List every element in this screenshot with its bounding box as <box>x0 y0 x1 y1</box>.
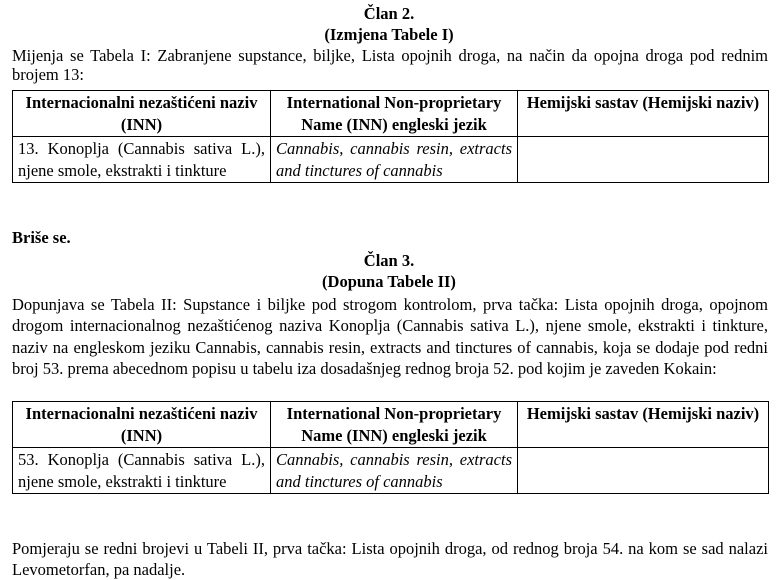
article-2-title: Član 2. <box>363 4 415 23</box>
header-inn: Internacionalni nezaštićeni naziv (INN) <box>13 91 271 137</box>
table-row <box>13 137 769 183</box>
closing-paragraph: Pomjeraju se redni brojevi u Tabeli II, prva tačka: Lista opojnih droga, od rednog broja 54. na kom se sad nalazi Levometorfan, pa nadalje. <box>12 539 768 579</box>
cell-english: Cannabis, cannabis resin, extracts and tinctures of cannabis <box>271 448 518 494</box>
table-1-header-row <box>13 91 769 137</box>
cell-chemical <box>518 448 769 494</box>
table-2-header-row <box>13 402 769 448</box>
cell-english: Cannabis, cannabis resin, extracts and tinctures of cannabis <box>271 137 518 183</box>
article-2-intro: Mijenja se Tabela I: Zabranjene supstance, biljke, Lista opojnih droga, na način da opojna droga pod rednim brojem 13: <box>12 46 768 84</box>
article-2-subtitle: (Izmjena Tabele I) <box>324 25 454 44</box>
cell-inn: 13. Konoplja (Cannabis sativa L.), njene smole, ekstrakti i tinkture <box>13 137 271 183</box>
cell-chemical <box>518 137 769 183</box>
header-chemical: Hemijski sastav (Hemijski naziv) <box>518 91 769 137</box>
table-2 <box>12 401 769 494</box>
cell-inn: 53. Konoplja (Cannabis sativa L.), njene smole, ekstrakti i tinkture <box>13 448 271 494</box>
article-3-title: Član 3. <box>363 251 415 270</box>
header-inn: Internacionalni nezaštićeni naziv (INN) <box>13 402 271 448</box>
header-chemical: Hemijski sastav (Hemijski naziv) <box>518 402 769 448</box>
article-3-subtitle: (Dopuna Tabele II) <box>322 272 456 291</box>
deleted-note: Briše se. <box>12 228 71 247</box>
header-english: International Non-proprietary Name (INN) engleski jezik <box>271 402 518 448</box>
table-row <box>13 448 769 494</box>
table-1 <box>12 90 769 183</box>
article-3-intro: Dopunjava se Tabela II: Supstance i biljke pod strogom kontrolom, prva tačka: Lista opojnih droga, opojnom drogom internacionalnog nezaštićenog naziva Konoplja (Cannabis sativa L.), njene smole, ekstrakti i tinkture, naziv na engleskom jeziku Cannabis, cannabis resin, extracts and tinctures of cannabis, koja se dodaje pod redni broj 53. prema abecednom popisu u tabelu iza dosadašnjeg rednog broja 52. pod kojim je zaveden Kokain: <box>12 295 768 378</box>
header-english: International Non-proprietary Name (INN) engleski jezik <box>271 91 518 137</box>
